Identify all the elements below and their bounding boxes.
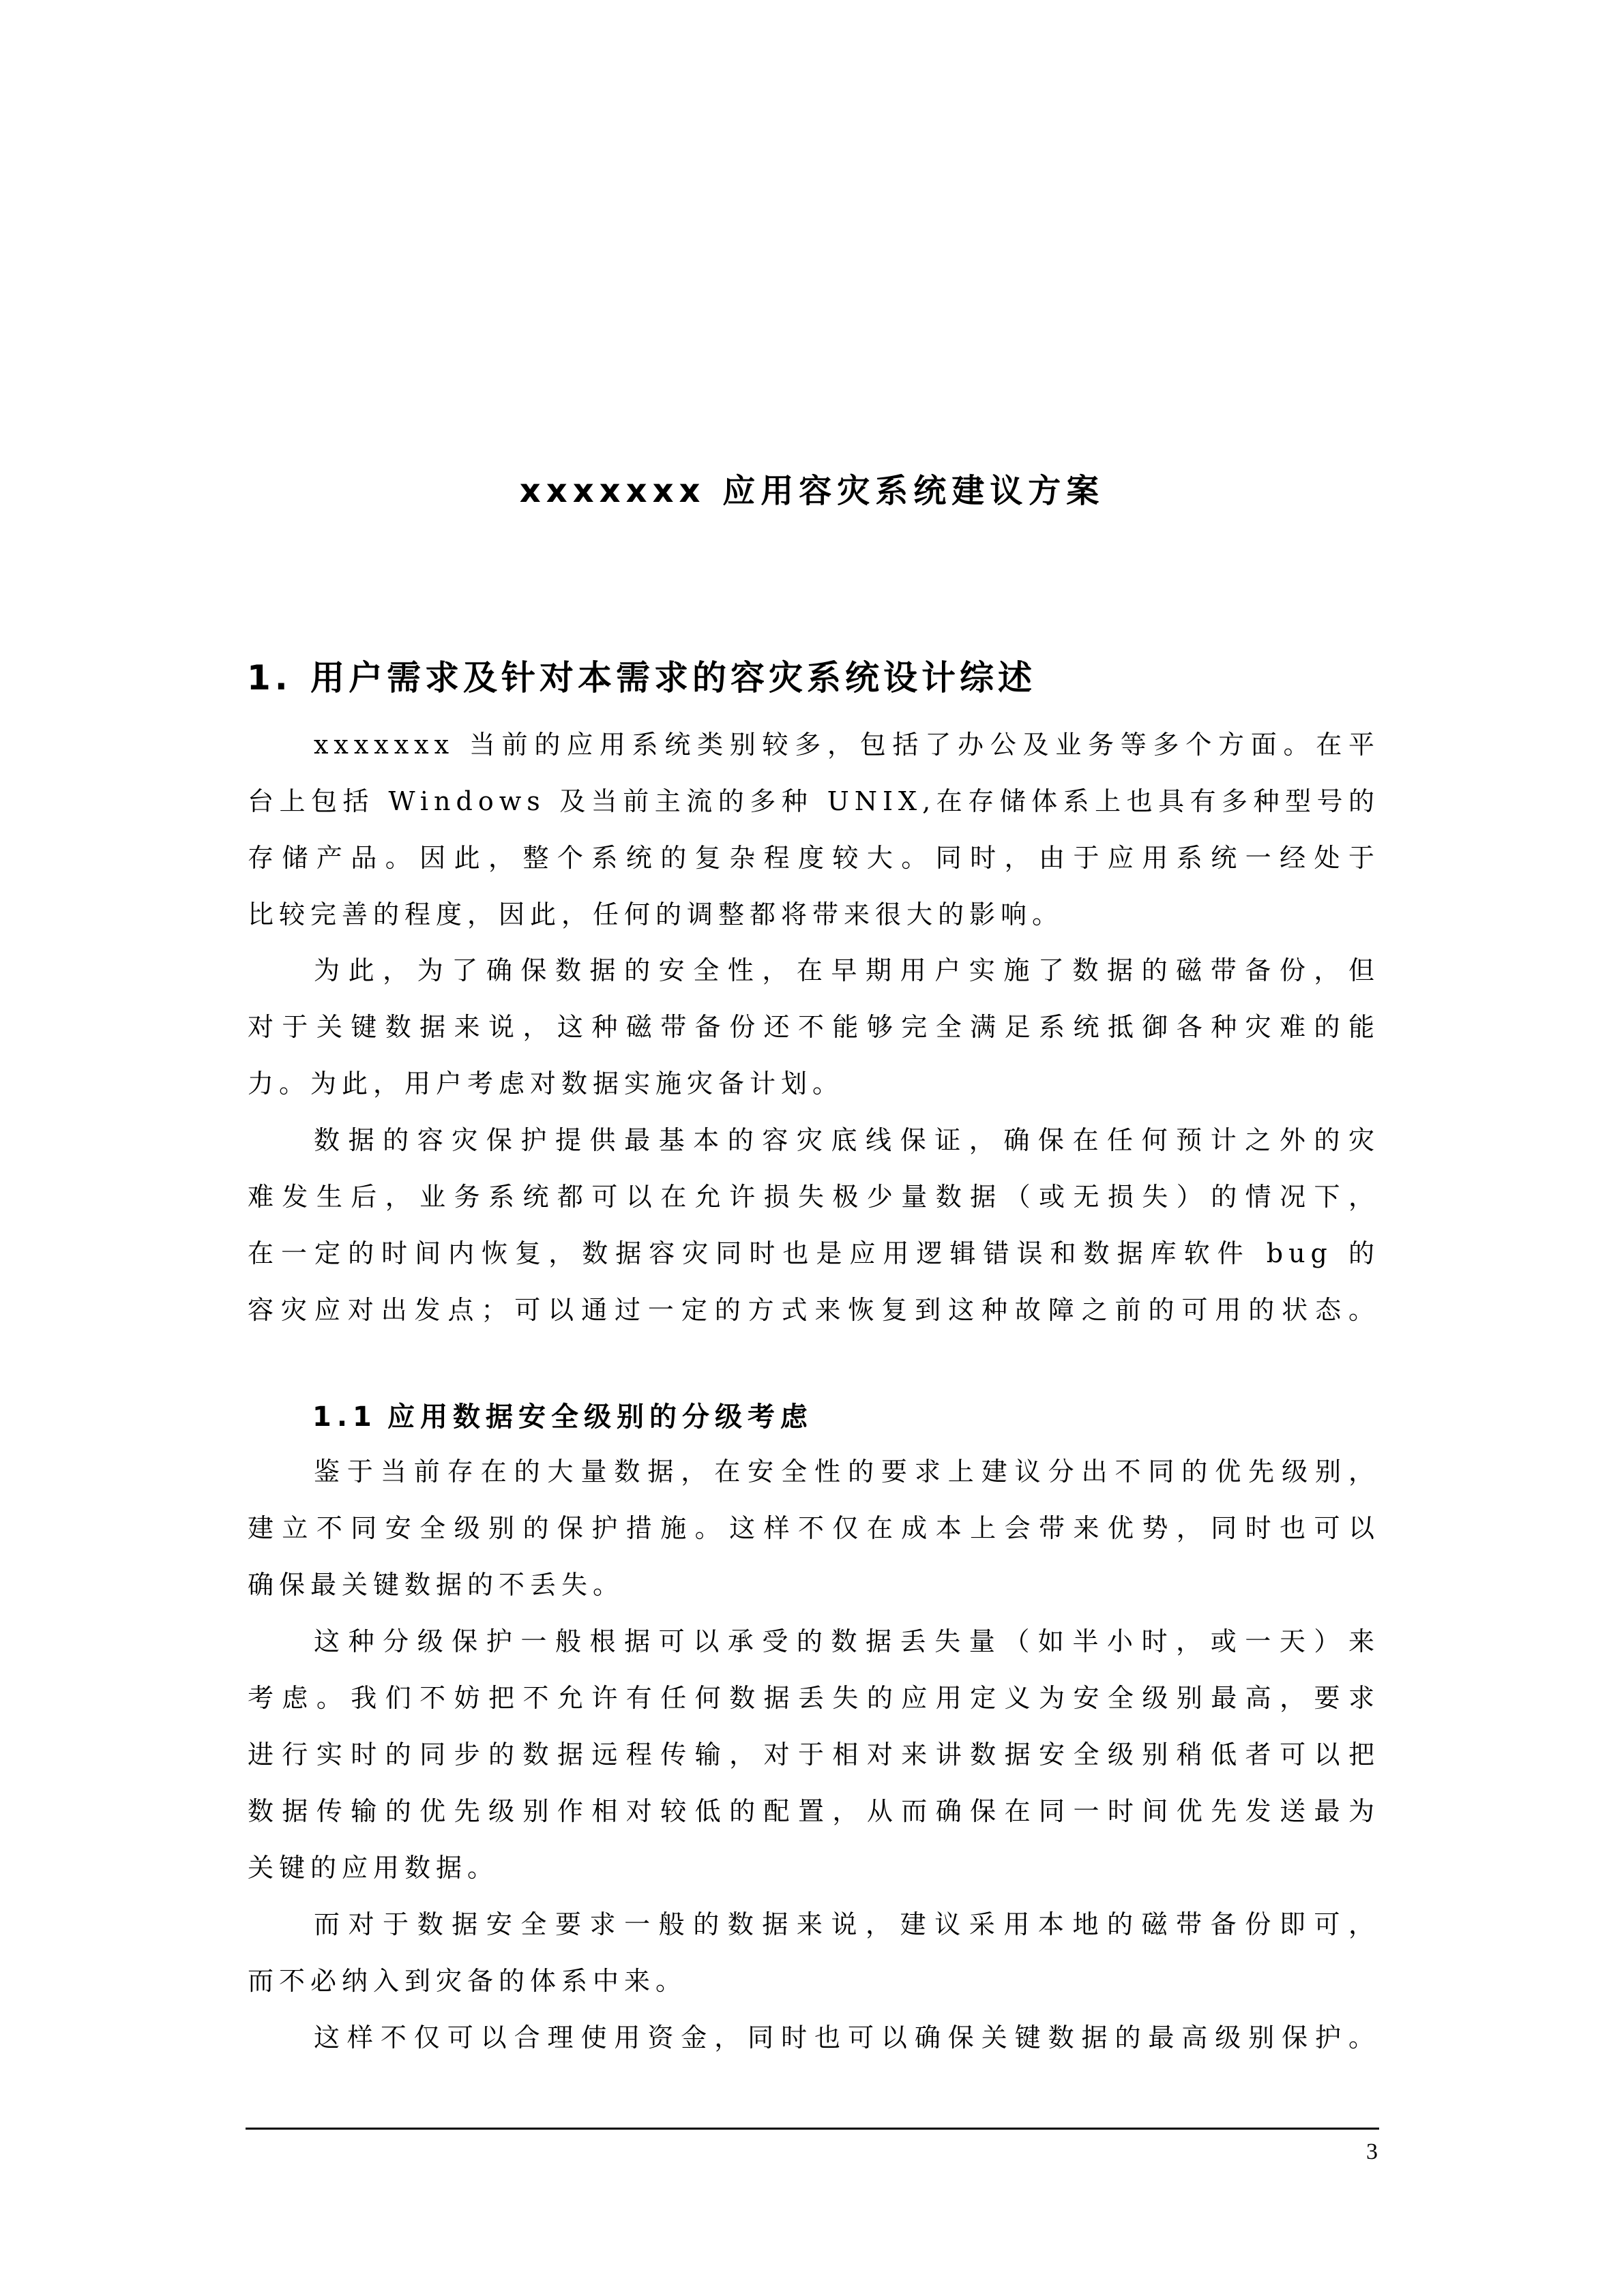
paragraph-line: 建立不同安全级别的保护措施。这样不仅在成本上会带来优势，同时也可以 [248,1513,1380,1543]
paragraph-line: 力。为此，用户考虑对数据实施灾备计划。 [248,1069,844,1099]
paragraph-line: 难发生后，业务系统都可以在允许损失极少量数据（或无损失）的情况下， [248,1182,1380,1212]
paragraph-line: 这种分级保护一般根据可以承受的数据丢失量（如半小时，或一天）来 [314,1626,1380,1656]
section-1-heading [247,656,1036,700]
document-title: xxxxxxx 应用容灾系统建议方案 [519,472,1105,510]
paragraph-line: 容灾应对出发点；可以通过一定的方式来恢复到这种故障之前的可用的状态。 [248,1295,1380,1325]
footer-divider [246,2128,1379,2130]
paragraph-line: 数据传输的优先级别作相对较低的配置，从而确保在同一时间优先发送最为 [248,1796,1380,1826]
paragraph-line: 比较完善的程度，因此，任何的调整都将带来很大的影响。 [248,899,1064,929]
paragraph-line: 鉴于当前存在的大量数据，在安全性的要求上建议分出不同的优先级别， [314,1457,1380,1487]
section-1-1-heading-text: 应用数据安全级别的分级考虑 [387,1401,813,1433]
paragraph-line: xxxxxxx 当前的应用系统类别较多，包括了办公及业务等多个方面。在平 [314,730,1380,760]
page-number: 3 [1366,2139,1378,2164]
paragraph-line: 对于关键数据来说，这种磁带备份还不能够完全满足系统抵御各种灾难的能 [248,1012,1380,1042]
paragraph-line: 而对于数据安全要求一般的数据来说，建议采用本地的磁带备份即可， [314,1909,1380,1939]
paragraph-line: 为此，为了确保数据的安全性，在早期用户实施了数据的磁带备份，但 [314,955,1380,985]
paragraph-line: 数据的容灾保护提供最基本的容灾底线保证，确保在任何预计之外的灾 [314,1125,1380,1155]
paragraph-line: 考虑。我们不妨把不允许有任何数据丢失的应用定义为安全级别最高，要求 [248,1683,1380,1713]
section-1-1-heading [312,1399,813,1435]
section-1-1-number: 1.1 [312,1401,377,1433]
paragraph-line: 进行实时的同步的数据远程传输，对于相对来讲数据安全级别稍低者可以把 [248,1740,1380,1770]
section-1-heading-text: 用户需求及针对本需求的容灾系统设计综述 [310,658,1036,698]
section-1-number: 1. [247,658,292,698]
paragraph-line: 在一定的时间内恢复，数据容灾同时也是应用逻辑错误和数据库软件 bug 的 [248,1238,1380,1268]
paragraph-line: 而不必纳入到灾备的体系中来。 [248,1966,688,1996]
paragraph-line: 台上包括 Windows 及当前主流的多种 UNIX,在存储体系上也具有多种型号的 [248,786,1380,816]
paragraph-line: 关键的应用数据。 [248,1853,499,1883]
paragraph-line: 确保最关键数据的不丢失。 [248,1570,625,1600]
paragraph-line: 这样不仅可以合理使用资金，同时也可以确保关键数据的最高级别保护。 [314,2023,1380,2053]
paragraph-line: 存储产品。因此，整个系统的复杂程度较大。同时，由于应用系统一经处于 [248,843,1380,873]
